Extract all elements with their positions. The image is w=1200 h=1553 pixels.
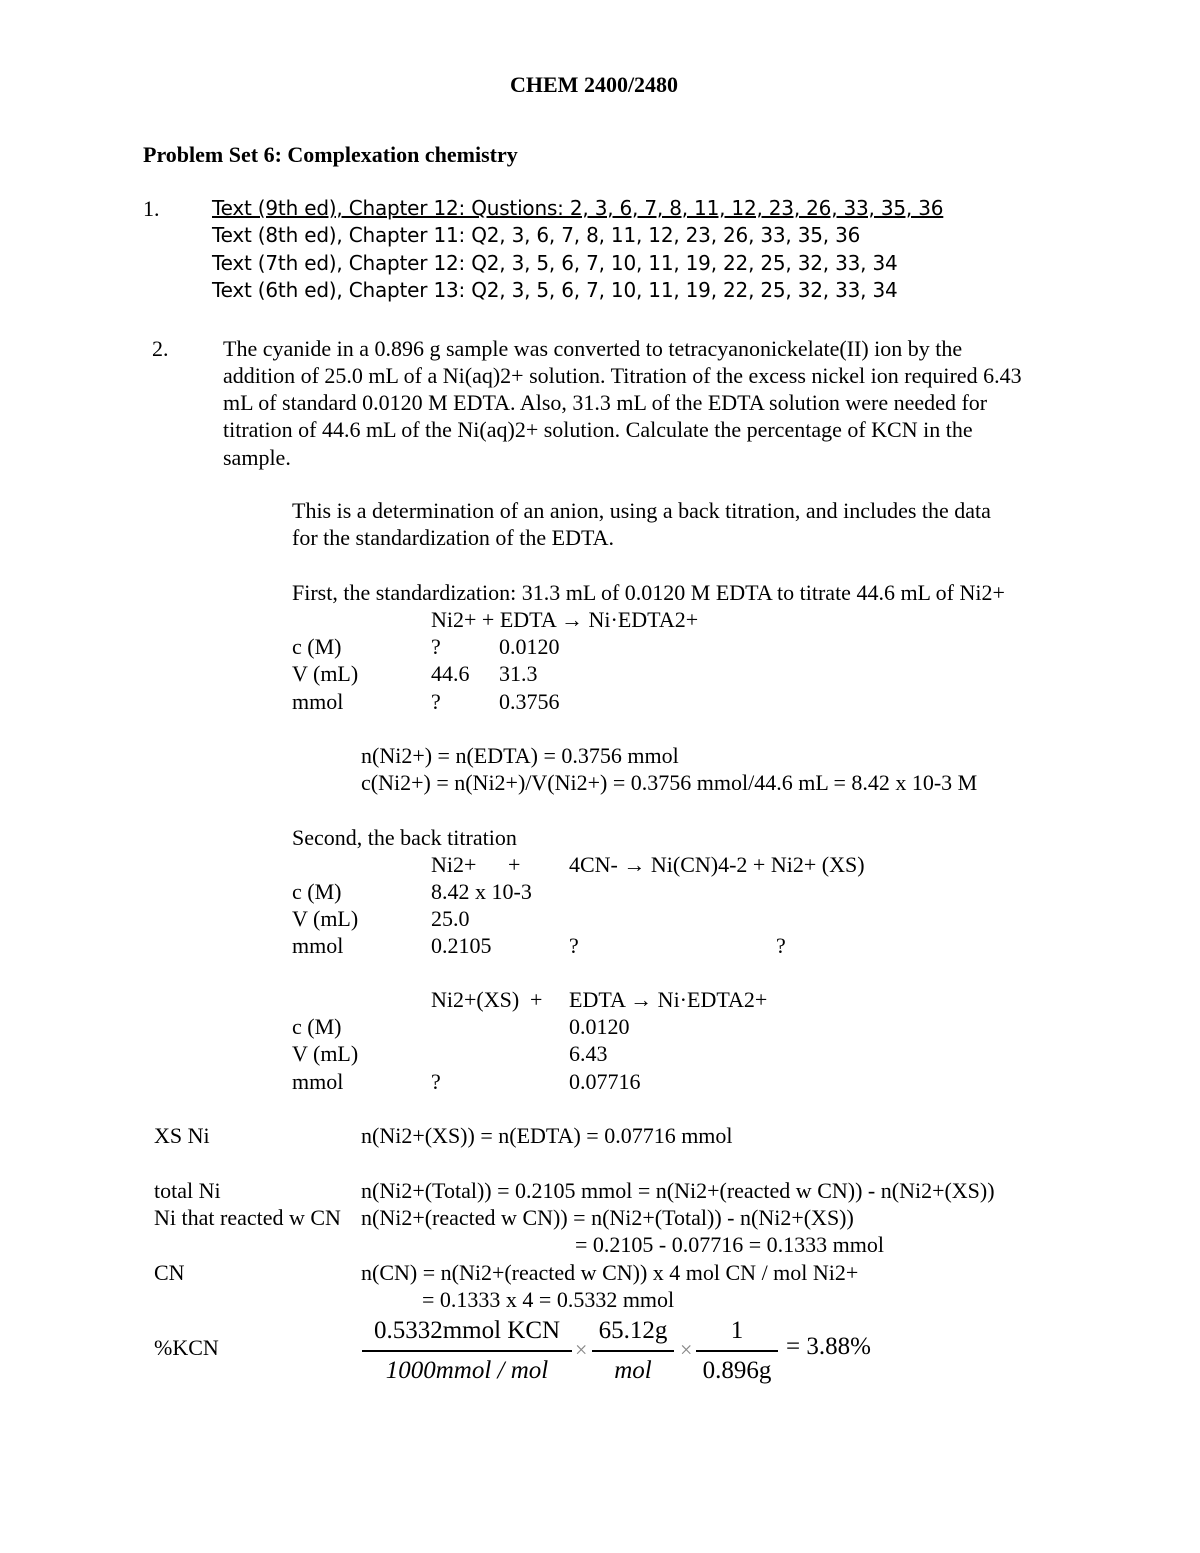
row-label: c (M) xyxy=(292,1014,342,1039)
calc-label: CN xyxy=(154,1260,185,1285)
cell-ni: ? xyxy=(431,1069,441,1094)
fraction-numerator: 1 xyxy=(730,1317,744,1344)
course-header: CHEM 2400/2480 xyxy=(510,72,679,97)
standardization-heading: First, the standardization: 31.3 mL of 0.0120 M EDTA to titrate 44.6 mL of Ni2+ xyxy=(292,580,1005,605)
fraction-denominator: 1000mmol / mol xyxy=(385,1356,549,1384)
fraction-mmol xyxy=(362,1314,572,1388)
kcn-result: = 3.88% xyxy=(786,1333,871,1360)
times-sign: × xyxy=(680,1337,693,1362)
standardization-result-1: n(Ni2+) = n(EDTA) = 0.3756 mmol xyxy=(361,743,679,768)
back-titration-heading: Second, the back titration xyxy=(292,825,517,850)
cell-edta: 6.43 xyxy=(569,1041,608,1066)
q1-line-6th: Text (6th ed), Chapter 13: Q2, 3, 5, 6, 7, 10, 11, 19, 22, 25, 32, 33, 34 xyxy=(212,278,898,302)
cell-ni: 44.6 xyxy=(431,661,470,686)
calc-equation: n(Ni2+(Total)) = 0.2105 mmol = n(Ni2+(reacted w CN)) - n(Ni2+(XS)) xyxy=(361,1178,995,1203)
q1-line-7th: Text (7th ed), Chapter 12: Q2, 3, 5, 6, 7, 10, 11, 19, 22, 25, 32, 33, 34 xyxy=(212,251,898,275)
q1-number: 1. xyxy=(143,196,160,221)
fraction-denominator: mol xyxy=(614,1356,652,1384)
excess-products: EDTA → Ni·EDTA2+ xyxy=(569,987,768,1012)
back-titration-reactant: Ni2+ xyxy=(431,852,477,877)
intro-line-1: This is a determination of an anion, using a back titration, and includes the data xyxy=(292,498,991,523)
q1-line-9th: Text (9th ed), Chapter 12: Qustions: 2, 3, 6, 7, 8, 11, 12, 23, 26, 33, 35, 36 xyxy=(212,196,944,220)
page-title: Problem Set 6: Complexation chemistry xyxy=(143,142,518,167)
cell-ni: ? xyxy=(431,689,441,714)
row-label: mmol xyxy=(292,933,344,958)
calc-equation: n(Ni2+(reacted w CN)) = n(Ni2+(Total)) - n(Ni2+(XS)) xyxy=(361,1205,854,1230)
q2-line-1: The cyanide in a 0.896 g sample was converted to tetracyanonickelate(II) ion by the xyxy=(223,336,963,361)
fraction-sample-mass xyxy=(696,1314,778,1388)
fraction-bar xyxy=(696,1350,778,1352)
cell-edta: 0.0120 xyxy=(499,634,560,659)
q2-line-4: titration of 44.6 mL of the Ni(aq)2+ solution. Calculate the percentage of KCN in the xyxy=(223,417,973,442)
row-label: c (M) xyxy=(292,879,342,904)
row-label: mmol xyxy=(292,689,344,714)
calc-equation: n(Ni2+(XS)) = n(EDTA) = 0.07716 mmol xyxy=(361,1123,733,1148)
cell-edta: 0.07716 xyxy=(569,1069,641,1094)
q2-line-2: addition of 25.0 mL of a Ni(aq)2+ solution. Titration of the excess nickel ion required 6.43 xyxy=(223,363,1022,388)
fraction-bar xyxy=(362,1350,572,1352)
intro-line-2: for the standardization of the EDTA. xyxy=(292,525,615,550)
cell-ni: ? xyxy=(431,634,441,659)
row-label: V (mL) xyxy=(292,906,359,931)
fraction-numerator: 0.5332mmol KCN xyxy=(373,1317,561,1344)
calc-equation: = 0.1333 x 4 = 0.5332 mmol xyxy=(422,1287,675,1312)
excess-plus: + xyxy=(530,987,543,1012)
calc-label: XS Ni xyxy=(154,1123,210,1148)
row-label: c (M) xyxy=(292,634,342,659)
back-titration-products: 4CN- → Ni(CN)4-2 + Ni2+ (XS) xyxy=(569,852,865,877)
excess-reactant: Ni2+(XS) xyxy=(431,987,520,1012)
fraction-molar-mass xyxy=(592,1314,674,1388)
calc-equation: n(CN) = n(Ni2+(reacted w CN)) x 4 mol CN / mol Ni2+ xyxy=(361,1260,859,1285)
calc-label: Ni that reacted w CN xyxy=(154,1205,341,1230)
times-sign: × xyxy=(575,1337,588,1362)
fraction-bar xyxy=(592,1350,674,1352)
q2-number: 2. xyxy=(152,336,169,361)
cell-ni: 25.0 xyxy=(431,906,470,931)
cell-cn: ? xyxy=(569,933,579,958)
row-label: mmol xyxy=(292,1069,344,1094)
cell-edta: 0.3756 xyxy=(499,689,560,714)
cell-ni: 0.2105 xyxy=(431,933,492,958)
back-titration-plus: + xyxy=(508,852,521,877)
calc-label: total Ni xyxy=(154,1178,221,1203)
standardization-result-2: c(Ni2+) = n(Ni2+)/V(Ni2+) = 0.3756 mmol/44.6 mL = 8.42 x 10-3 M xyxy=(361,770,978,795)
kcn-label: %KCN xyxy=(154,1335,219,1360)
row-label: V (mL) xyxy=(292,661,359,686)
fraction-numerator: 65.12g xyxy=(598,1317,668,1344)
standardization-reaction: Ni2+ + EDTA → Ni·EDTA2+ xyxy=(431,607,699,632)
fraction-denominator: 0.896g xyxy=(702,1356,772,1384)
q2-line-5: sample. xyxy=(223,445,291,470)
cell-edta: 31.3 xyxy=(499,661,538,686)
q2-line-3: mL of standard 0.0120 M EDTA. Also, 31.3 mL of the EDTA solution were needed for xyxy=(223,390,988,415)
cell-ni-xs: ? xyxy=(776,933,786,958)
cell-edta: 0.0120 xyxy=(569,1014,630,1039)
row-label: V (mL) xyxy=(292,1041,359,1066)
q1-line-8th: Text (8th ed), Chapter 11: Q2, 3, 6, 7, 8, 11, 12, 23, 26, 33, 35, 36 xyxy=(212,223,861,247)
calc-equation: = 0.2105 - 0.07716 = 0.1333 mmol xyxy=(575,1232,884,1257)
cell-ni: 8.42 x 10-3 xyxy=(431,879,532,904)
